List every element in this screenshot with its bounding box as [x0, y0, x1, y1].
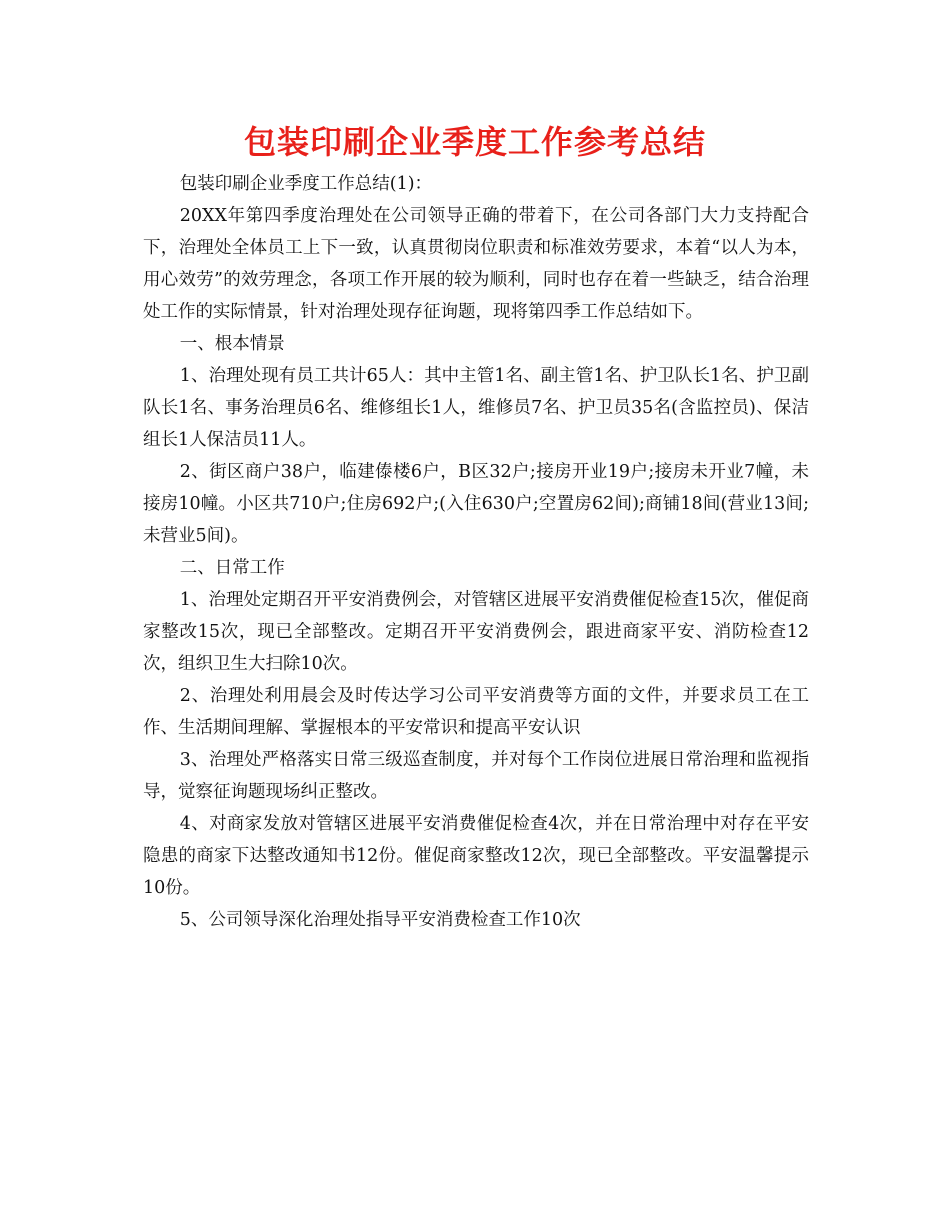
paragraph-daily-4: 4、对商家发放对管辖区进展平安消费催促检查4次，并在日常治理中对存在平安隐患的商家下达整改通知书12份。催促商家整改12次，现已全部整改。平安温馨提示10份。: [143, 814, 809, 898]
paragraph-daily-1: 1、治理处定期召开平安消费例会，对管辖区进展平安消费催促检查15次，催促商家整改15次，现已全部整改。定期召开平安消费例会，跟进商家平安、消防检查12次，组织卫生大扫除10次。: [143, 590, 809, 674]
paragraph-intro: 包装印刷企业季度工作总结(1)：: [179, 174, 433, 194]
paragraph-summary: 20XX年第四季度治理处在公司领导正确的带着下，在公司各部门大力支持配合下，治理处全体员工上下一致，认真贯彻岗位职责和标准效劳要求，本着“以人为本，用心效劳”的效劳理念，各项工作开展的较为顺利，同时也存在着一些缺乏，结合治理处工作的实际情景，针对治理处现存征询题，现将第四季工作总结如下。: [143, 206, 809, 322]
paragraph-households: 2、街区商户38户，临建傣楼6户，B区32户;接房开业19户;接房未开业7幢，未接房10幢。小区共710户;住房692户;(入住630户;空置房62间);商铺18间(营业13间;未营业5间)。: [143, 462, 809, 546]
document-title: 包装印刷企业季度工作参考总结: [243, 123, 706, 161]
section-heading-basic-situation: 一、根本情景: [179, 334, 285, 354]
paragraph-daily-5: 5、公司领导深化治理处指导平安消费检查工作10次: [179, 910, 581, 930]
section-heading-daily-work: 二、日常工作: [179, 558, 285, 578]
paragraph-daily-2: 2、治理处利用晨会及时传达学习公司平安消费等方面的文件，并要求员工在工作、生活期间理解、掌握根本的平安常识和提高平安认识: [143, 686, 809, 738]
paragraph-staff: 1、治理处现有员工共计65人：其中主管1名、副主管1名、护卫队长1名、护卫副队长1名、事务治理员6名、维修组长1人，维修员7名、护卫员35名(含监控员)、保洁组长1人保洁员11人。: [143, 366, 809, 450]
document-body: [143, 168, 809, 936]
paragraph-daily-3: 3、治理处严格落实日常三级巡查制度，并对每个工作岗位进展日常治理和监视指导，觉察征询题现场纠正整改。: [143, 750, 809, 802]
